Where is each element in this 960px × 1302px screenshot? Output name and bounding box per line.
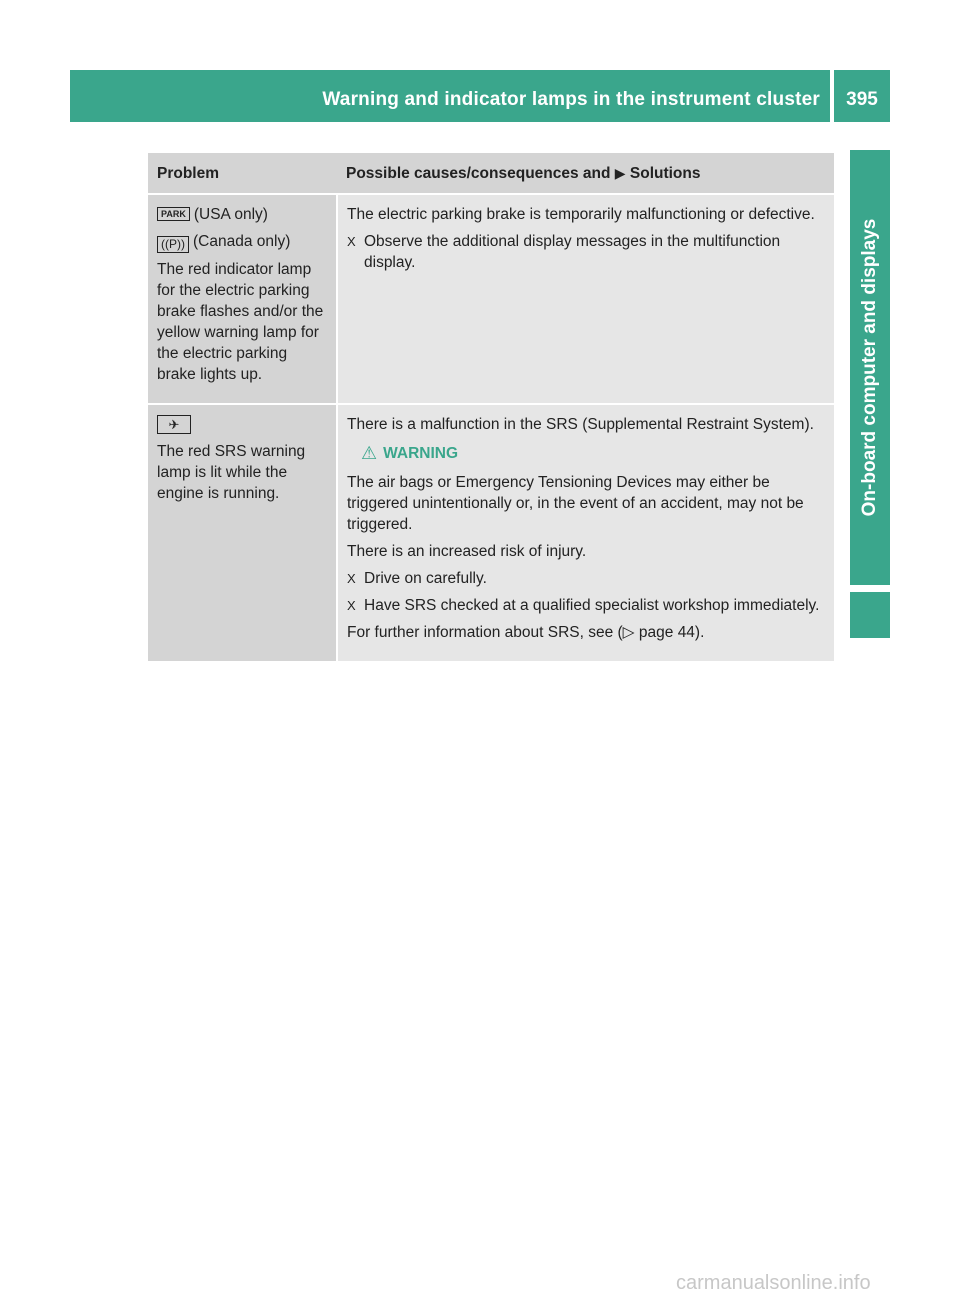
column-header-solutions-prefix: Possible causes/consequences and [346, 165, 615, 182]
warning-triangle-icon: ⚠ [361, 443, 378, 463]
column-header-solutions-suffix: Solutions [625, 165, 701, 182]
usa-lamp-line [157, 204, 327, 225]
warning-text: The air bags or Emergency Tensioning Devices may either be triggered unintentionally or, in the event of an accident, may not be triggered. [347, 474, 804, 533]
parking-brake-lamp-icon: ((P)) [157, 236, 189, 253]
park-lamp-icon: PARK [157, 207, 190, 221]
header-bar [70, 70, 830, 122]
table-header-row [148, 153, 834, 194]
page-title: Warning and indicator lamps in the instrument cluster [322, 89, 820, 110]
side-tab-text-wrap [850, 218, 960, 585]
table-row [148, 194, 834, 404]
problem-text: The red indicator lamp for the electric parking brake flashes and/or the yellow warning lamp for the electric parking brake lights up. [157, 261, 324, 383]
problem-cell [148, 194, 337, 404]
page-number: 395 [846, 89, 878, 110]
cause-text: The electric parking brake is temporarily malfunctioning or defective. [347, 206, 815, 223]
step-arrow-icon: X [347, 234, 356, 249]
step-arrow-icon: X [347, 598, 356, 613]
side-tab-label: On-board computer and displays [859, 218, 880, 517]
canada-only-label: (Canada only) [193, 233, 291, 250]
step-arrow-icon: X [347, 571, 356, 586]
watermark-logo: carmanualsonline.info [676, 1272, 871, 1294]
column-header-solutions [337, 153, 834, 194]
usa-only-label: (USA only) [193, 206, 268, 223]
canada-lamp-line [157, 231, 327, 253]
column-header-problem: Problem [148, 153, 337, 194]
step-text: Drive on carefully. [364, 570, 487, 587]
srs-warning-lamp-icon: ✈ [157, 415, 191, 434]
action-step [347, 231, 825, 273]
solution-cell [337, 404, 834, 661]
action-step [347, 595, 825, 616]
page-number-box [834, 70, 890, 122]
warning-label: WARNING [383, 445, 459, 462]
solution-cell [337, 194, 834, 404]
risk-text: There is an increased risk of injury. [347, 543, 587, 560]
problem-cell [148, 404, 337, 661]
action-step [347, 568, 825, 589]
step-text: Have SRS checked at a qualified specialist workshop immediately. [364, 597, 820, 614]
table-row [148, 404, 834, 661]
further-info-link[interactable]: For further information about SRS, see (▷ page 44). [347, 624, 705, 641]
problem-table [148, 153, 834, 661]
srs-lamp-line [157, 414, 327, 435]
solutions-arrow-icon: ▶ [614, 165, 626, 181]
problem-text: The red SRS warning lamp is lit while the engine is running. [157, 443, 306, 502]
step-text: Observe the additional display messages in the multifunction display. [364, 233, 781, 271]
cause-text: There is a malfunction in the SRS (Supplemental Restraint System). [347, 416, 814, 433]
warning-heading [347, 443, 825, 464]
side-tab-marker [850, 592, 890, 638]
